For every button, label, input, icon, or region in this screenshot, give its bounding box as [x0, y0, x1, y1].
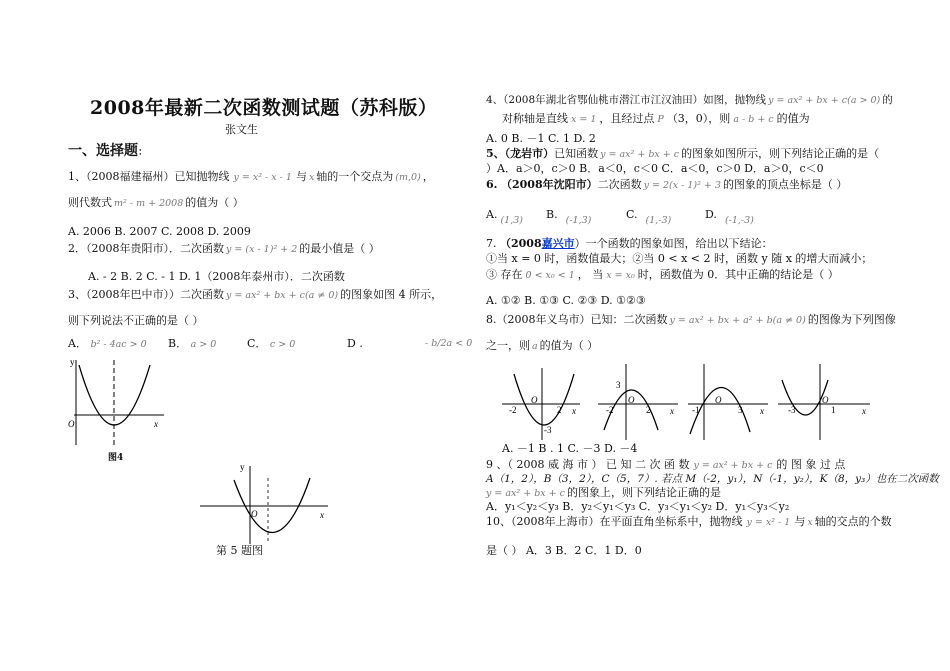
section-heading: 一、选择题：	[68, 143, 148, 159]
svg-text:O: O	[628, 395, 635, 405]
figure-5-caption: 第 5 题图	[216, 544, 263, 557]
question-8: 8.（2008年义乌市）已知：二次函数 y = ax² + bx + a² + b(a ≠ 0) 的图像为下列图像	[486, 313, 896, 326]
question-3: 3、（2008年巴中市））二次函数 y = ax² + bx + c(a ≠ 0) 的图象如图 4 所示，	[68, 288, 443, 301]
question-2-options: A. - 2 B. 2 C. - 1 D. 1（2008年泰州市）．二次函数	[88, 270, 345, 283]
jiaxing-link[interactable]: 嘉兴市	[541, 237, 575, 250]
svg-text:O: O	[715, 395, 722, 405]
question-6-option-c: C. (1,-3)	[626, 208, 672, 226]
question-5: 5、（龙岩市）已知函数 y = ax² + bx + c 的图象如图所示，则下列结论正确的是（	[486, 147, 880, 160]
svg-text:-3: -3	[788, 405, 796, 415]
svg-text:-2: -2	[606, 405, 614, 415]
question-7-line3: ③ 存在 0 < x₀ < 1 ， 当 x = x₀ 时，函数值为 0．其中正确的结论是（ ）	[486, 268, 839, 281]
question-1-line2: 则代数式 m² - m + 2008 的值为（ ）	[68, 196, 244, 209]
svg-text:-2: -2	[509, 405, 517, 415]
question-8-graphs	[500, 360, 880, 442]
question-3-option-d-math: - b/2a < 0	[425, 338, 473, 349]
question-4-options: A. 0 B. －1 C. 1 D. 2	[486, 132, 596, 145]
question-3-option-a: A． b² - 4ac > 0	[68, 337, 147, 350]
question-6-option-b: B. (-1,3)	[546, 208, 592, 226]
svg-text:3: 3	[738, 405, 743, 415]
question-7: 7. （2008嘉兴市）一个函数的图象如图，给出以下结论：	[486, 237, 773, 250]
graph-4	[778, 364, 870, 440]
page-title: 2008年最新二次函数测试题（苏科版）	[90, 97, 438, 119]
question-1-options: A. 2006 B. 2007 C. 2008 D. 2009	[68, 225, 251, 238]
question-1: 1、（2008福建福州）已知抛物线 y = x² - x - 1 与 x 轴的一个交点为 (m,0) ，	[68, 170, 434, 183]
question-6-option-a: A. (1,3)	[486, 208, 523, 226]
graph-1	[502, 368, 580, 440]
svg-text:-3: -3	[544, 425, 552, 435]
question-10: 10、（2008年上海市）在平面直角坐标系中，抛物线 y = x² - 1 与 x 轴的交点的个数	[486, 515, 892, 528]
origin-label: O	[68, 419, 75, 429]
question-9: 9 、（ 2008 威 海 市 ） 已 知 二 次 函 数 y = ax² + bx + c 的 图 象 过 点	[486, 458, 846, 471]
question-5-options: ）A．a＞0，c＞0 B．a＜0，c＜0 C．a＜0，c＞0 D．a＞0，c＜0	[486, 162, 824, 175]
question-9-line3: y = ax² + bx + c 的图象上，则下列结论正确的是	[486, 486, 721, 499]
question-9-line2: A（1，2），B（3，2），C（5，7）. 若点 M（-2，y₁），N（-1，y₂），K（8，y₃）也在二次函数	[486, 473, 939, 485]
question-6: 6. （2008年沈阳市）二次函数 y = 2(x - 1)² + 3 的图象的顶点坐标是（ ）	[486, 178, 848, 191]
figure-5	[198, 458, 333, 546]
svg-text:-1: -1	[692, 405, 700, 415]
question-4: 4、（2008年湖北省鄂仙桃市潜江市江汉油田）如图，抛物线 y = ax² + bx + c(a > 0) 的	[486, 94, 893, 106]
graph-2	[598, 364, 678, 440]
question-3-option-c: C． c > 0	[247, 337, 296, 350]
question-3-option-b: B． a > 0	[168, 337, 217, 350]
figure-4-caption: 图4	[108, 453, 124, 463]
svg-text:x: x	[862, 406, 866, 416]
svg-text:O: O	[531, 395, 538, 405]
graph-3	[688, 364, 768, 440]
svg-text:3: 3	[616, 380, 621, 390]
svg-text:x: x	[670, 406, 674, 416]
axis-x-label: x	[154, 419, 158, 429]
question-6-option-d: D. (-1,-3)	[705, 208, 754, 226]
svg-text:x: x	[760, 406, 764, 416]
svg-text:O: O	[822, 395, 829, 405]
question-3-option-d: D .	[347, 337, 363, 350]
svg-text:1: 1	[831, 405, 836, 415]
question-8-options: A. －1 B . 1 C. －3 D. －4	[502, 442, 638, 455]
svg-text:x: x	[320, 510, 324, 520]
question-7-line2: ①当 x = 0 时，函数值最大；②当 0 < x < 2 时，函数 y 随 x 的增大而减小；	[486, 252, 873, 265]
svg-text:2: 2	[646, 405, 651, 415]
question-10-options: 是（ ） A．3 B．2 C．1 D．0	[486, 544, 642, 557]
svg-text:2: 2	[557, 405, 562, 415]
svg-text:O: O	[251, 509, 258, 519]
question-4-line2: 对称轴是直线 x = 1 ，且经过点 P （3，0），则 a - b + c 的值为	[502, 112, 810, 125]
figure-4	[62, 355, 172, 455]
svg-text:x: x	[572, 406, 576, 416]
axis-y-label: y	[70, 357, 75, 367]
svg-text:y: y	[240, 462, 245, 472]
question-2: 2．（2008年贵阳市）．二次函数 y = (x - 1)² + 2 的最小值是（ ）	[68, 242, 380, 255]
question-7-options: A. ①② B. ①③ C. ②③ D. ①②③	[486, 294, 646, 307]
question-8-line2: 之一，则 a 的值为（ ）	[486, 339, 599, 352]
author: 张文生	[225, 123, 258, 136]
question-9-options: A．y₁＜y₂＜y₃ B．y₂＜y₁＜y₃ C．y₃＜y₁＜y₂ D．y₁＜y₃＜y₂	[486, 500, 790, 513]
question-3-line2: 则下列说法不正确的是（ ）	[68, 314, 204, 327]
